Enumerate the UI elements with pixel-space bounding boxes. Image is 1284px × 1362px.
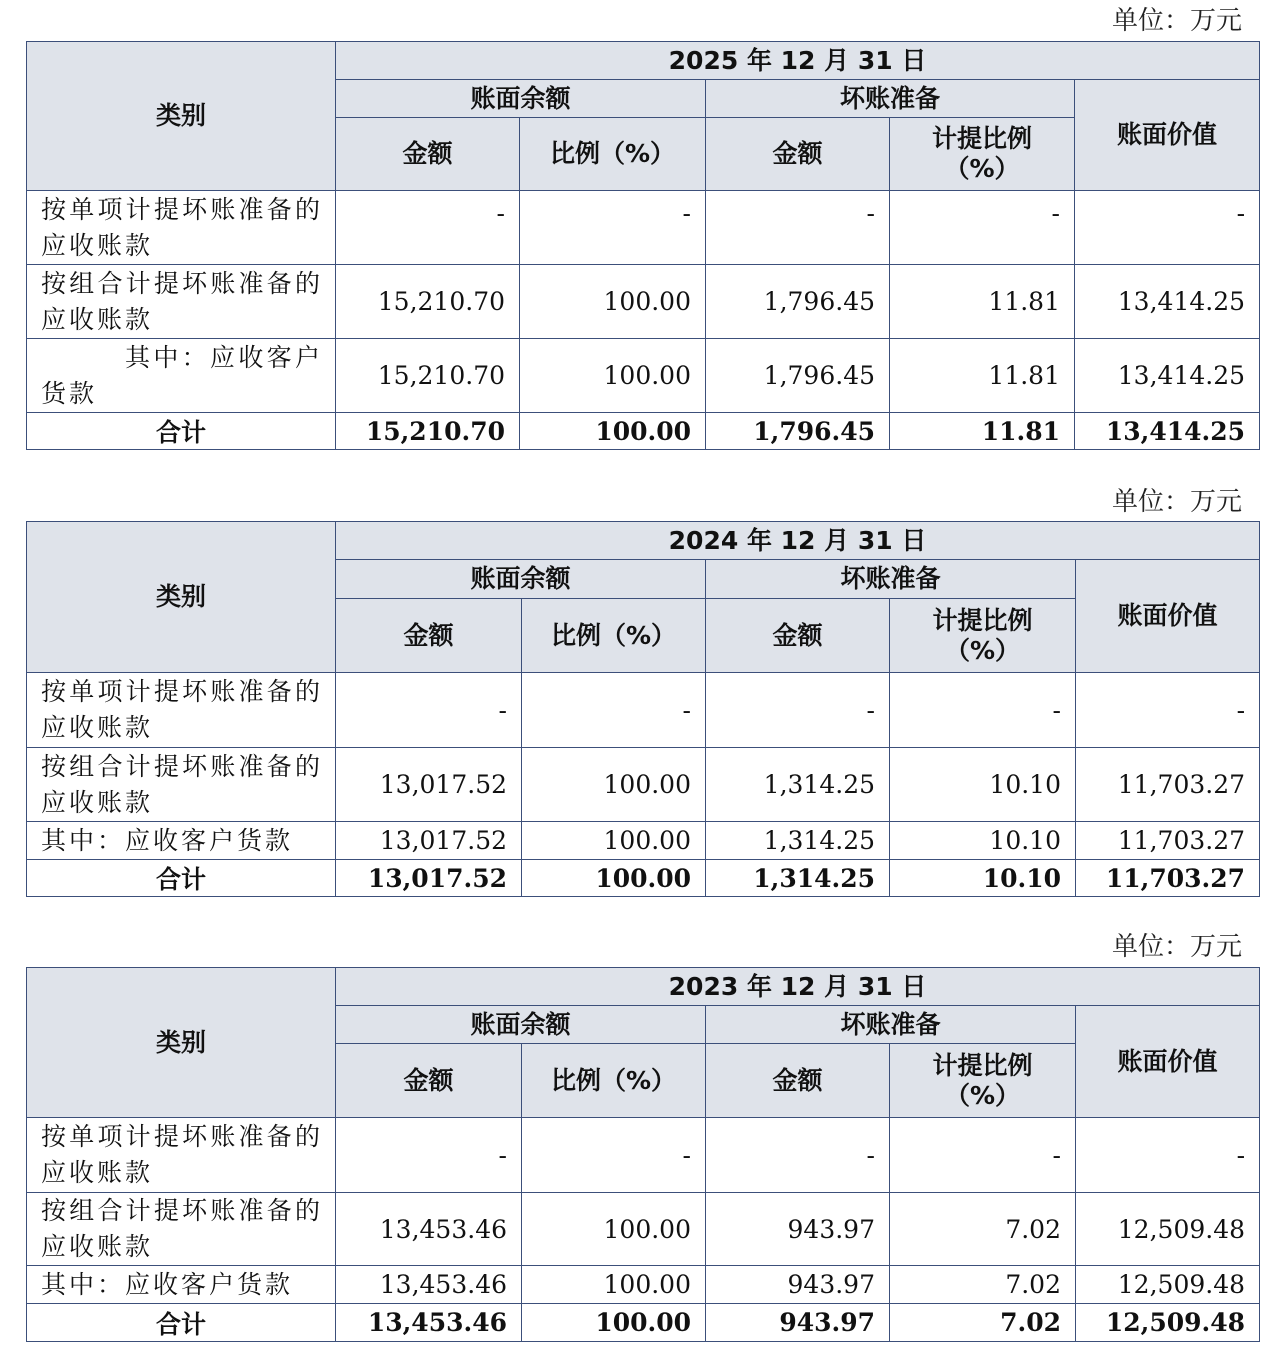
bad-amount-cell: - xyxy=(706,191,890,265)
total-book-value-cell: 13,414.25 xyxy=(1075,413,1260,450)
prov-ratio-cell: - xyxy=(890,1118,1076,1193)
total-ratio-cell: 100.00 xyxy=(522,1304,706,1342)
book-value-cell: 13,414.25 xyxy=(1075,265,1260,339)
ratio-cell: 100.00 xyxy=(522,1193,706,1266)
prov-ratio-cell: 10.10 xyxy=(890,748,1076,822)
book-value-header: 账面价值 xyxy=(1075,80,1260,191)
total-book-value-cell: 12,509.48 xyxy=(1076,1304,1260,1342)
ratio-cell: 100.00 xyxy=(520,265,706,339)
ratio-cell: - xyxy=(520,191,706,265)
book-value-cell: 11,703.27 xyxy=(1076,822,1260,860)
amount-cell: - xyxy=(336,673,522,748)
prov-ratio-cell: 7.02 xyxy=(890,1193,1076,1266)
ratio-cell: 100.00 xyxy=(522,1266,706,1304)
table-row xyxy=(27,748,1260,822)
receivables-table-2024 xyxy=(26,521,1260,897)
total-bad-amount-cell: 1,796.45 xyxy=(706,413,890,450)
total-book-value-cell: 11,703.27 xyxy=(1076,860,1260,897)
bad-debt-header: 坏账准备 xyxy=(706,1006,1076,1044)
total-prov-ratio-cell: 10.10 xyxy=(890,860,1076,897)
book-balance-header: 账面余额 xyxy=(336,560,706,599)
table-row xyxy=(27,265,1260,339)
unit-label: 单位：万元 xyxy=(1111,6,1242,36)
bad-debt-header: 坏账准备 xyxy=(706,560,1076,599)
unit-label: 单位：万元 xyxy=(1111,932,1242,962)
bad-amount-header: 金额 xyxy=(706,599,890,673)
bad-amount-cell: 943.97 xyxy=(706,1266,890,1304)
prov-ratio-cell: - xyxy=(890,191,1075,265)
prov-ratio-cell: 11.81 xyxy=(890,265,1075,339)
row-label: 按单项计提坏账准备的应收账款 xyxy=(27,191,336,265)
total-label: 合计 xyxy=(27,413,336,450)
book-balance-header: 账面余额 xyxy=(336,1006,706,1044)
bad-amount-header: 金额 xyxy=(706,118,890,191)
table-row xyxy=(27,1266,1260,1304)
book-value-cell: 13,414.25 xyxy=(1075,339,1260,413)
total-amount-cell: 15,210.70 xyxy=(336,413,520,450)
total-label: 合计 xyxy=(27,1304,336,1342)
row-label: 按组合计提坏账准备的应收账款 xyxy=(27,1193,336,1266)
amount-cell: 15,210.70 xyxy=(336,339,520,413)
amount-header: 金额 xyxy=(336,599,522,673)
book-value-cell: - xyxy=(1076,1118,1260,1193)
ratio-header: 比例（%） xyxy=(522,1044,706,1118)
amount-cell: - xyxy=(336,191,520,265)
amount-cell: 13,453.46 xyxy=(336,1193,522,1266)
amount-cell: 13,017.52 xyxy=(336,822,522,860)
row-label: 按组合计提坏账准备的应收账款 xyxy=(27,265,336,339)
ratio-header: 比例（%） xyxy=(520,118,706,191)
book-value-cell: 12,509.48 xyxy=(1076,1266,1260,1304)
table-row xyxy=(27,339,1260,413)
book-value-header: 账面价值 xyxy=(1076,1006,1260,1118)
amount-cell: 13,017.52 xyxy=(336,748,522,822)
bad-amount-cell: - xyxy=(706,673,890,748)
ratio-cell: - xyxy=(522,1118,706,1193)
receivables-table-2025 xyxy=(26,41,1260,450)
bad-amount-cell: - xyxy=(706,1118,890,1193)
total-row xyxy=(27,1304,1260,1342)
table-row xyxy=(27,1118,1260,1193)
table-row xyxy=(27,673,1260,748)
bad-amount-cell: 1,796.45 xyxy=(706,339,890,413)
book-value-cell: - xyxy=(1076,673,1260,748)
total-bad-amount-cell: 1,314.25 xyxy=(706,860,890,897)
bad-amount-cell: 1,314.25 xyxy=(706,748,890,822)
unit-label: 单位：万元 xyxy=(1111,487,1242,517)
bad-amount-cell: 1,314.25 xyxy=(706,822,890,860)
bad-debt-header: 坏账准备 xyxy=(706,80,1075,118)
category-header: 类别 xyxy=(27,42,336,191)
total-prov-ratio-cell: 11.81 xyxy=(890,413,1075,450)
book-value-header: 账面价值 xyxy=(1076,560,1260,673)
total-bad-amount-cell: 943.97 xyxy=(706,1304,890,1342)
total-row xyxy=(27,860,1260,897)
table-row xyxy=(27,822,1260,860)
period-header: 2025 年 12 月 31 日 xyxy=(336,42,1260,80)
provision-ratio-header: 计提比例（%） xyxy=(890,118,1075,191)
ratio-header: 比例（%） xyxy=(522,599,706,673)
provision-ratio-header: 计提比例（%） xyxy=(890,1044,1076,1118)
row-label: 其中：应收客户货款 xyxy=(27,1266,336,1304)
total-prov-ratio-cell: 7.02 xyxy=(890,1304,1076,1342)
amount-cell: 13,453.46 xyxy=(336,1266,522,1304)
amount-header: 金额 xyxy=(336,1044,522,1118)
provision-ratio-header: 计提比例（%） xyxy=(890,599,1076,673)
row-label: 其中：应收客户货款 xyxy=(27,822,336,860)
ratio-cell: 100.00 xyxy=(522,748,706,822)
book-value-cell: - xyxy=(1075,191,1260,265)
bad-amount-cell: 943.97 xyxy=(706,1193,890,1266)
prov-ratio-cell: 11.81 xyxy=(890,339,1075,413)
book-value-cell: 11,703.27 xyxy=(1076,748,1260,822)
total-ratio-cell: 100.00 xyxy=(520,413,706,450)
row-label: 按单项计提坏账准备的应收账款 xyxy=(27,1118,336,1193)
book-value-cell: 12,509.48 xyxy=(1076,1193,1260,1266)
total-ratio-cell: 100.00 xyxy=(522,860,706,897)
total-row xyxy=(27,413,1260,450)
prov-ratio-cell: 7.02 xyxy=(890,1266,1076,1304)
amount-header: 金额 xyxy=(336,118,520,191)
amount-cell: 15,210.70 xyxy=(336,265,520,339)
row-label: 其中：应收客户货款 xyxy=(27,339,336,413)
bad-amount-header: 金额 xyxy=(706,1044,890,1118)
receivables-table-2023 xyxy=(26,967,1260,1342)
row-label: 按单项计提坏账准备的应收账款 xyxy=(27,673,336,748)
ratio-cell: 100.00 xyxy=(522,822,706,860)
table-row xyxy=(27,1193,1260,1266)
prov-ratio-cell: 10.10 xyxy=(890,822,1076,860)
book-balance-header: 账面余额 xyxy=(336,80,706,118)
total-label: 合计 xyxy=(27,860,336,897)
amount-cell: - xyxy=(336,1118,522,1193)
total-amount-cell: 13,453.46 xyxy=(336,1304,522,1342)
period-header: 2024 年 12 月 31 日 xyxy=(336,522,1260,560)
ratio-cell: 100.00 xyxy=(520,339,706,413)
ratio-cell: - xyxy=(522,673,706,748)
period-header: 2023 年 12 月 31 日 xyxy=(336,968,1260,1006)
prov-ratio-cell: - xyxy=(890,673,1076,748)
bad-amount-cell: 1,796.45 xyxy=(706,265,890,339)
total-amount-cell: 13,017.52 xyxy=(336,860,522,897)
row-label: 按组合计提坏账准备的应收账款 xyxy=(27,748,336,822)
table-row xyxy=(27,191,1260,265)
category-header: 类别 xyxy=(27,968,336,1118)
category-header: 类别 xyxy=(27,522,336,673)
